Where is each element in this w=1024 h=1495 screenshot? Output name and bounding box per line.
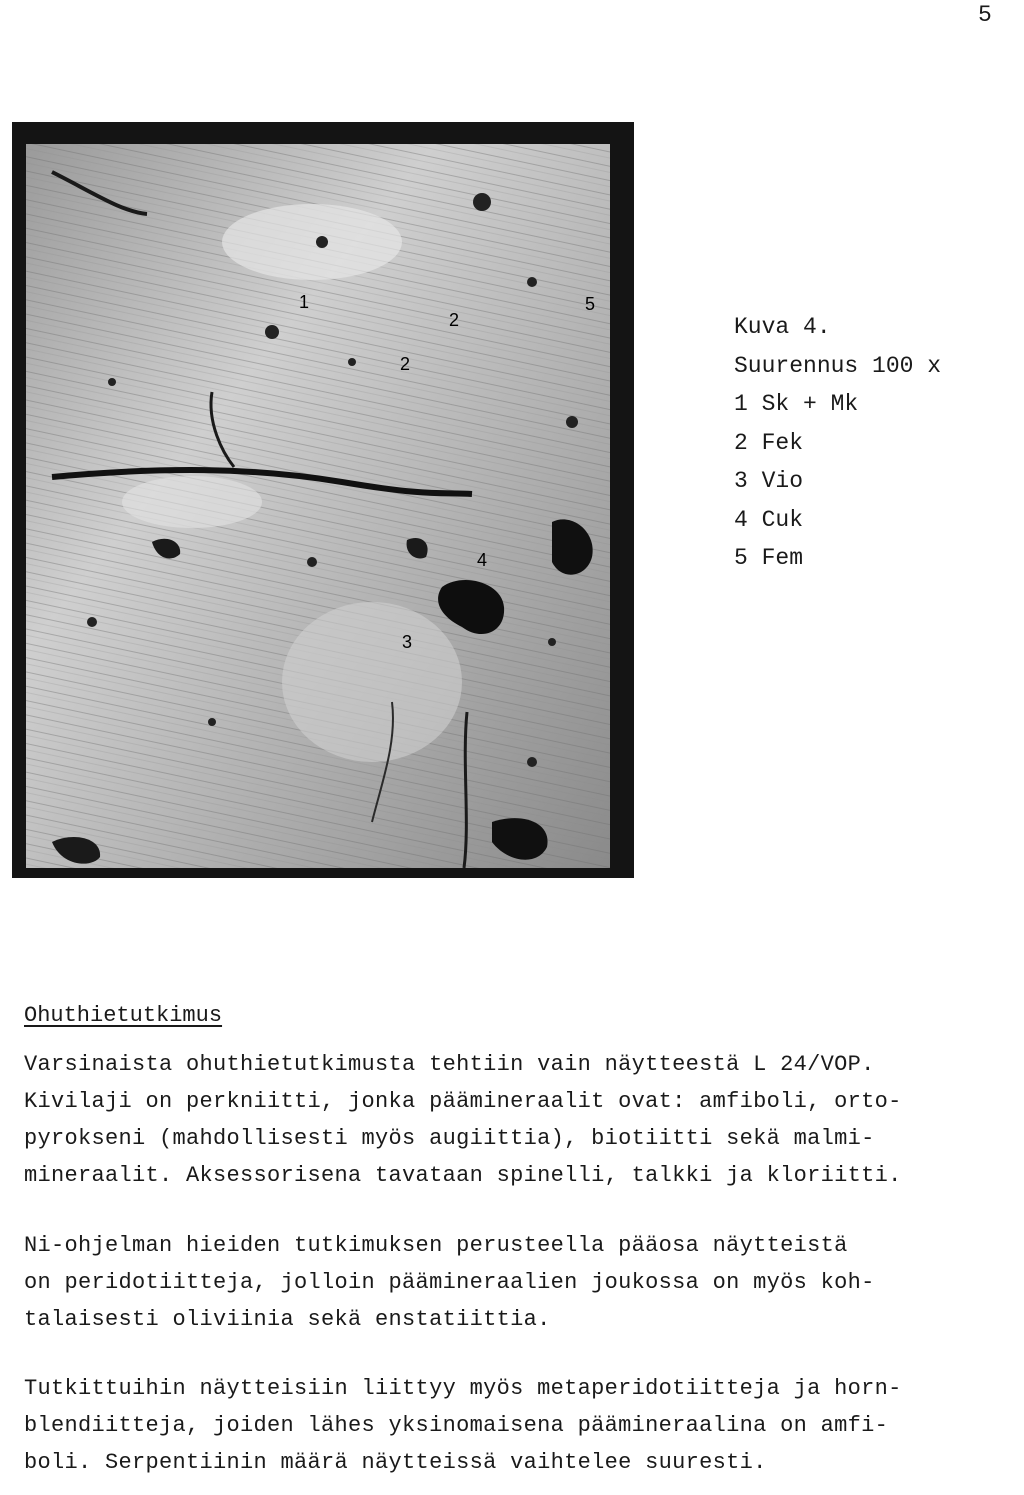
text-line: Ni-ohjelman hieiden tutkimuksen perusteella pääosa näytteistä (24, 1233, 848, 1258)
section-heading: Ohuthietutkimus (24, 1003, 223, 1028)
caption-legend-5: 5 Fem (734, 545, 804, 571)
photo-label-2b: 2 (400, 354, 411, 374)
text-line: blendiitteja, joiden lähes yksinomaisena päämineraalina on amfi- (24, 1413, 889, 1438)
paragraph-2 (24, 1227, 1024, 1338)
paragraph-1 (24, 1046, 1024, 1194)
paragraph-3 (24, 1370, 1024, 1481)
page-number: 5 (978, 2, 992, 28)
text-line: Varsinaista ohuthietutkimusta tehtiin vain näytteestä L 24/VOP. (24, 1052, 875, 1077)
photo-label-1: 1 (299, 292, 310, 312)
photo-label-4: 4 (477, 550, 488, 570)
caption-legend-3: 3 Vio (734, 468, 804, 494)
text-line: on peridotiitteja, jolloin päämineraalien joukossa on myös koh- (24, 1270, 875, 1295)
text-line: boli. Serpentiinin määrä näytteissä vaihtelee suuresti. (24, 1450, 767, 1475)
caption-legend-2: 2 Fek (734, 429, 804, 456)
text-line: pyrokseni (mahdollisesti myös augiittia), biotiitti sekä malmi- (24, 1126, 875, 1151)
caption-title: Kuva 4. (734, 314, 831, 340)
caption-magnification: Suurennus 100 x (734, 352, 942, 379)
figure-caption (734, 308, 941, 578)
micrograph-photo (12, 122, 634, 878)
text-line: talaisesti oliviinia sekä enstatiittia. (24, 1307, 551, 1332)
caption-legend-4: 4 Cuk (734, 506, 804, 533)
text-line: Tutkittuihin näytteisiin liittyy myös metaperidotiitteja ja horn- (24, 1376, 902, 1401)
caption-legend-1: 1 Sk + Mk (734, 391, 859, 417)
text-line: mineraalit. Aksessorisena tavataan spinelli, talkki ja kloriitti. (24, 1163, 902, 1188)
photo-label-2a: 2 (449, 310, 460, 330)
photo-label-5: 5 (585, 294, 596, 314)
text-line: Kivilaji on perkniitti, jonka päämineraalit ovat: amfiboli, orto- (24, 1089, 902, 1114)
photo-label-3: 3 (402, 632, 413, 652)
